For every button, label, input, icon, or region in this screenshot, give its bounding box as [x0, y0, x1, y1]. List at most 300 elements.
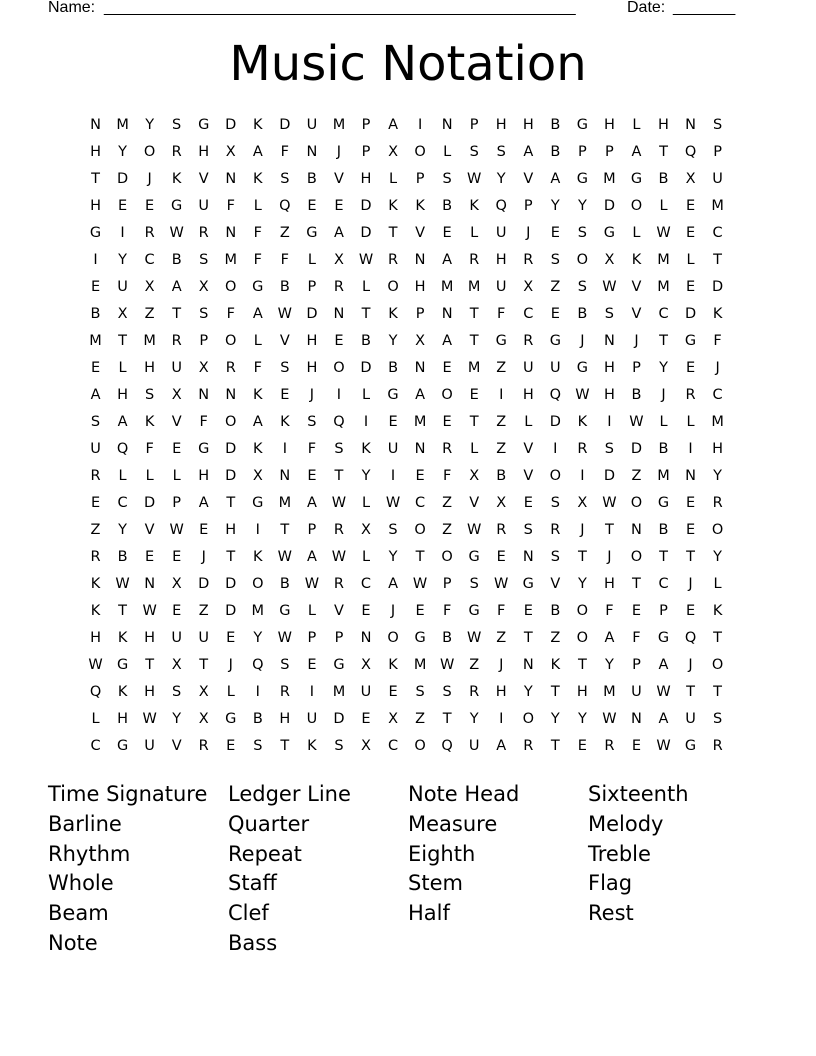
grid-letter[interactable]: D: [225, 117, 237, 133]
grid-letter[interactable]: U: [198, 630, 210, 646]
grid-letter[interactable]: N: [414, 252, 426, 268]
grid-letter[interactable]: I: [499, 387, 504, 403]
grid-letter[interactable]: B: [279, 576, 290, 592]
grid-letter[interactable]: X: [415, 333, 426, 349]
grid-letter[interactable]: S: [280, 171, 290, 187]
grid-letter[interactable]: M: [89, 333, 102, 349]
grid-letter[interactable]: O: [630, 549, 643, 565]
grid-letter[interactable]: W: [169, 225, 184, 241]
grid-letter[interactable]: N: [279, 468, 291, 484]
grid-letter[interactable]: E: [90, 495, 101, 511]
grid-letter[interactable]: A: [388, 117, 398, 133]
grid-letter[interactable]: C: [523, 306, 534, 322]
grid-letter[interactable]: G: [657, 495, 670, 511]
grid-letter[interactable]: H: [522, 117, 534, 133]
grid-letter[interactable]: M: [603, 171, 616, 187]
grid-letter[interactable]: A: [523, 144, 534, 160]
grid-letter[interactable]: V: [523, 468, 534, 484]
grid-letter[interactable]: N: [225, 225, 237, 241]
grid-letter[interactable]: J: [147, 171, 152, 187]
grid-letter[interactable]: D: [360, 225, 372, 241]
grid-letter[interactable]: T: [388, 225, 398, 241]
grid-letter[interactable]: A: [252, 144, 263, 160]
grid-letter[interactable]: W: [629, 414, 644, 430]
grid-letter[interactable]: C: [712, 387, 723, 403]
grid-letter[interactable]: W: [277, 630, 293, 646]
grid-letter[interactable]: R: [144, 225, 155, 241]
grid-letter[interactable]: P: [659, 603, 668, 619]
grid-letter[interactable]: H: [279, 711, 291, 727]
grid-letter[interactable]: I: [499, 711, 504, 727]
grid-letter[interactable]: O: [252, 576, 264, 592]
grid-letter[interactable]: L: [361, 495, 371, 511]
grid-letter[interactable]: E: [523, 603, 533, 619]
grid-letter[interactable]: J: [336, 144, 342, 160]
grid-letter[interactable]: Z: [496, 360, 507, 376]
grid-letter[interactable]: A: [442, 333, 453, 349]
grid-letter[interactable]: D: [225, 441, 237, 457]
grid-letter[interactable]: Z: [631, 468, 642, 484]
grid-letter[interactable]: O: [630, 198, 643, 214]
grid-letter[interactable]: T: [550, 684, 560, 700]
grid-letter[interactable]: L: [388, 171, 398, 187]
grid-letter[interactable]: S: [199, 252, 209, 268]
grid-letter[interactable]: W: [602, 279, 617, 295]
grid-letter[interactable]: E: [334, 333, 344, 349]
grid-letter[interactable]: U: [360, 684, 372, 700]
grid-letter[interactable]: A: [658, 711, 669, 727]
grid-letter[interactable]: I: [255, 522, 260, 538]
grid-letter[interactable]: G: [522, 576, 534, 592]
grid-letter[interactable]: L: [443, 144, 452, 160]
grid-letter[interactable]: O: [414, 738, 426, 754]
grid-letter[interactable]: S: [604, 306, 615, 322]
grid-letter[interactable]: A: [306, 549, 317, 565]
grid-letter[interactable]: H: [495, 252, 507, 268]
grid-letter[interactable]: S: [280, 360, 290, 376]
grid-letter[interactable]: W: [277, 549, 293, 565]
grid-letter[interactable]: A: [171, 279, 182, 295]
grid-letter[interactable]: Y: [659, 360, 668, 376]
grid-letter[interactable]: L: [470, 441, 479, 457]
grid-letter[interactable]: Q: [549, 387, 562, 403]
grid-letter[interactable]: F: [253, 252, 262, 268]
grid-letter[interactable]: Y: [577, 198, 587, 214]
grid-letter[interactable]: P: [172, 495, 182, 511]
grid-letter[interactable]: O: [576, 603, 589, 619]
grid-letter[interactable]: S: [415, 684, 425, 700]
grid-letter[interactable]: T: [713, 684, 723, 700]
grid-letter[interactable]: U: [631, 684, 642, 700]
grid-letter[interactable]: H: [603, 387, 615, 403]
grid-letter[interactable]: Q: [89, 684, 102, 700]
grid-letter[interactable]: F: [632, 630, 641, 646]
grid-letter[interactable]: N: [522, 549, 534, 565]
grid-letter[interactable]: Y: [172, 711, 182, 727]
grid-letter[interactable]: D: [225, 576, 237, 592]
grid-letter[interactable]: W: [467, 171, 482, 187]
grid-letter[interactable]: K: [388, 306, 398, 322]
grid-letter[interactable]: S: [712, 117, 723, 133]
grid-letter[interactable]: D: [603, 198, 615, 214]
grid-letter[interactable]: B: [442, 198, 453, 214]
grid-letter[interactable]: E: [226, 630, 236, 646]
grid-letter[interactable]: Q: [116, 441, 129, 457]
grid-letter[interactable]: K: [253, 171, 263, 187]
grid-letter[interactable]: Y: [713, 549, 723, 565]
grid-letter[interactable]: I: [553, 441, 558, 457]
grid-letter[interactable]: N: [225, 387, 237, 403]
grid-letter[interactable]: T: [659, 144, 668, 160]
grid-letter[interactable]: G: [89, 225, 102, 241]
grid-letter[interactable]: W: [385, 495, 401, 511]
grid-letter[interactable]: Y: [604, 657, 614, 673]
grid-letter[interactable]: R: [469, 252, 480, 268]
grid-letter[interactable]: J: [688, 576, 693, 592]
grid-letter[interactable]: B: [279, 279, 290, 295]
grid-letter[interactable]: E: [172, 549, 182, 565]
grid-letter[interactable]: M: [711, 414, 724, 430]
grid-letter[interactable]: L: [632, 225, 641, 241]
grid-letter[interactable]: N: [685, 468, 696, 484]
grid-letter[interactable]: M: [657, 252, 670, 268]
grid-letter[interactable]: E: [523, 495, 533, 511]
grid-letter[interactable]: T: [713, 630, 723, 646]
grid-letter[interactable]: H: [90, 198, 101, 214]
grid-letter[interactable]: S: [550, 252, 560, 268]
grid-letter[interactable]: E: [307, 198, 317, 214]
grid-letter[interactable]: N: [441, 117, 453, 133]
grid-letter[interactable]: L: [686, 414, 695, 430]
grid-letter[interactable]: B: [252, 711, 263, 727]
grid-letter[interactable]: X: [117, 306, 128, 322]
grid-letter[interactable]: R: [198, 738, 209, 754]
grid-letter[interactable]: A: [252, 306, 263, 322]
grid-letter[interactable]: X: [496, 495, 507, 511]
grid-letter[interactable]: O: [225, 279, 237, 295]
grid-letter[interactable]: J: [634, 333, 639, 349]
grid-letter[interactable]: V: [550, 576, 561, 592]
grid-letter[interactable]: U: [495, 279, 507, 295]
grid-letter[interactable]: L: [226, 684, 235, 700]
grid-letter[interactable]: B: [496, 468, 507, 484]
grid-letter[interactable]: P: [605, 144, 614, 160]
grid-letter[interactable]: T: [118, 333, 127, 349]
grid-letter[interactable]: T: [280, 522, 290, 538]
grid-letter[interactable]: Z: [550, 630, 561, 646]
grid-letter[interactable]: H: [712, 441, 724, 457]
grid-letter[interactable]: W: [602, 711, 617, 727]
grid-letter[interactable]: P: [415, 171, 425, 187]
grid-letter[interactable]: W: [656, 738, 671, 754]
grid-letter[interactable]: F: [442, 468, 452, 484]
grid-letter[interactable]: M: [440, 279, 454, 295]
grid-letter[interactable]: W: [467, 522, 482, 538]
grid-letter[interactable]: O: [387, 279, 399, 295]
grid-letter[interactable]: R: [171, 333, 182, 349]
grid-letter[interactable]: M: [657, 279, 670, 295]
grid-letter[interactable]: L: [172, 468, 181, 484]
grid-letter[interactable]: H: [225, 522, 237, 538]
grid-letter[interactable]: W: [656, 684, 671, 700]
grid-letter[interactable]: I: [417, 117, 423, 133]
grid-letter[interactable]: T: [361, 306, 371, 322]
grid-letter[interactable]: H: [522, 387, 534, 403]
grid-letter[interactable]: U: [90, 441, 101, 457]
grid-letter[interactable]: L: [91, 711, 100, 727]
grid-letter[interactable]: L: [470, 225, 479, 241]
grid-letter[interactable]: U: [387, 441, 399, 457]
grid-letter[interactable]: P: [469, 117, 479, 133]
grid-letter[interactable]: Y: [388, 549, 398, 565]
grid-letter[interactable]: E: [496, 549, 506, 565]
grid-letter[interactable]: O: [333, 360, 345, 376]
grid-letter[interactable]: F: [280, 144, 290, 160]
grid-letter[interactable]: Z: [415, 711, 426, 727]
grid-letter[interactable]: S: [577, 279, 587, 295]
grid-letter[interactable]: F: [226, 198, 235, 214]
grid-letter[interactable]: L: [253, 198, 262, 214]
grid-letter[interactable]: I: [309, 684, 315, 700]
grid-letter[interactable]: D: [225, 468, 237, 484]
grid-letter[interactable]: S: [604, 441, 615, 457]
grid-letter[interactable]: E: [90, 279, 101, 295]
grid-letter[interactable]: K: [361, 441, 371, 457]
grid-letter[interactable]: T: [686, 549, 695, 565]
grid-letter[interactable]: Y: [118, 252, 127, 268]
grid-letter[interactable]: M: [278, 495, 292, 511]
grid-letter[interactable]: N: [522, 657, 534, 673]
grid-letter[interactable]: J: [580, 333, 585, 349]
grid-letter[interactable]: M: [251, 603, 265, 619]
grid-letter[interactable]: A: [658, 657, 669, 673]
grid-letter[interactable]: B: [550, 117, 561, 133]
grid-letter[interactable]: B: [550, 144, 561, 160]
grid-letter[interactable]: S: [550, 549, 560, 565]
grid-letter[interactable]: L: [307, 252, 316, 268]
grid-letter[interactable]: X: [577, 495, 588, 511]
grid-letter[interactable]: E: [442, 225, 452, 241]
grid-letter[interactable]: F: [226, 306, 235, 322]
grid-letter[interactable]: S: [172, 684, 182, 700]
grid-letter[interactable]: L: [659, 414, 668, 430]
grid-letter[interactable]: Y: [577, 711, 587, 727]
grid-letter[interactable]: K: [90, 576, 101, 592]
grid-letter[interactable]: W: [575, 387, 590, 403]
grid-letter[interactable]: G: [468, 603, 480, 619]
grid-letter[interactable]: R: [333, 279, 344, 295]
grid-letter[interactable]: S: [307, 414, 317, 430]
grid-letter[interactable]: J: [661, 387, 666, 403]
grid-letter[interactable]: W: [656, 225, 671, 241]
grid-letter[interactable]: A: [198, 495, 209, 511]
grid-letter[interactable]: W: [467, 630, 482, 646]
grid-letter[interactable]: H: [414, 279, 426, 295]
grid-letter[interactable]: Q: [441, 738, 453, 754]
grid-letter[interactable]: E: [307, 468, 317, 484]
grid-letter[interactable]: G: [198, 441, 210, 457]
grid-letter[interactable]: W: [494, 576, 509, 592]
grid-letter[interactable]: Y: [550, 198, 560, 214]
grid-letter[interactable]: G: [495, 333, 507, 349]
grid-letter[interactable]: X: [361, 657, 371, 673]
grid-letter[interactable]: K: [253, 387, 263, 403]
grid-letter[interactable]: E: [415, 468, 425, 484]
grid-letter[interactable]: T: [469, 306, 479, 322]
grid-letter[interactable]: M: [467, 279, 481, 295]
grid-letter[interactable]: E: [442, 414, 452, 430]
grid-letter[interactable]: L: [713, 576, 722, 592]
grid-letter[interactable]: R: [171, 144, 182, 160]
grid-letter[interactable]: T: [469, 333, 479, 349]
grid-letter[interactable]: E: [685, 522, 696, 538]
grid-letter[interactable]: A: [550, 171, 561, 187]
grid-letter[interactable]: I: [93, 252, 98, 268]
grid-letter[interactable]: O: [225, 414, 237, 430]
grid-letter[interactable]: U: [495, 225, 507, 241]
grid-letter[interactable]: V: [523, 171, 534, 187]
grid-letter[interactable]: L: [361, 387, 371, 403]
grid-letter[interactable]: D: [333, 711, 345, 727]
grid-letter[interactable]: J: [688, 657, 693, 673]
grid-letter[interactable]: K: [171, 171, 182, 187]
grid-letter[interactable]: E: [226, 738, 236, 754]
grid-letter[interactable]: G: [657, 630, 670, 646]
grid-letter[interactable]: D: [198, 576, 210, 592]
grid-letter[interactable]: P: [307, 522, 317, 538]
grid-letter[interactable]: V: [631, 279, 642, 295]
grid-letter[interactable]: S: [334, 441, 344, 457]
grid-letter[interactable]: T: [199, 657, 209, 673]
grid-letter[interactable]: B: [388, 360, 399, 376]
grid-letter[interactable]: V: [333, 171, 344, 187]
grid-letter[interactable]: H: [360, 171, 372, 187]
grid-letter[interactable]: V: [279, 333, 290, 349]
grid-letter[interactable]: A: [388, 576, 398, 592]
grid-letter[interactable]: V: [415, 225, 426, 241]
grid-letter[interactable]: Z: [550, 279, 561, 295]
grid-letter[interactable]: K: [117, 684, 128, 700]
grid-letter[interactable]: U: [550, 360, 561, 376]
grid-letter[interactable]: O: [711, 522, 724, 538]
grid-letter[interactable]: G: [414, 630, 426, 646]
grid-letter[interactable]: T: [91, 171, 100, 187]
grid-letter[interactable]: P: [307, 630, 317, 646]
grid-letter[interactable]: Z: [442, 495, 453, 511]
grid-letter[interactable]: R: [712, 495, 723, 511]
grid-letter[interactable]: L: [659, 198, 668, 214]
grid-letter[interactable]: K: [90, 603, 101, 619]
grid-letter[interactable]: Y: [496, 171, 506, 187]
grid-letter[interactable]: C: [387, 738, 399, 754]
grid-letter[interactable]: D: [144, 495, 156, 511]
grid-letter[interactable]: S: [469, 144, 479, 160]
grid-letter[interactable]: E: [685, 198, 696, 214]
grid-letter[interactable]: A: [306, 495, 317, 511]
grid-letter[interactable]: Q: [495, 198, 507, 214]
grid-letter[interactable]: H: [306, 360, 318, 376]
grid-letter[interactable]: P: [632, 657, 641, 673]
grid-letter[interactable]: Z: [442, 522, 453, 538]
grid-letter[interactable]: G: [603, 225, 616, 241]
grid-letter[interactable]: K: [253, 117, 263, 133]
grid-letter[interactable]: U: [198, 198, 210, 214]
grid-letter[interactable]: N: [603, 333, 615, 349]
grid-letter[interactable]: B: [658, 522, 669, 538]
grid-letter[interactable]: W: [602, 495, 617, 511]
grid-letter[interactable]: F: [199, 414, 208, 430]
grid-letter[interactable]: T: [659, 333, 668, 349]
grid-letter[interactable]: E: [172, 603, 182, 619]
grid-letter[interactable]: F: [253, 225, 262, 241]
grid-letter[interactable]: Q: [684, 144, 697, 160]
grid-letter[interactable]: E: [361, 603, 371, 619]
grid-letter[interactable]: U: [306, 117, 318, 133]
grid-letter[interactable]: F: [605, 603, 614, 619]
grid-letter[interactable]: B: [577, 306, 588, 322]
grid-letter[interactable]: M: [116, 117, 129, 133]
grid-letter[interactable]: J: [309, 387, 315, 403]
grid-letter[interactable]: P: [713, 144, 722, 160]
grid-letter[interactable]: Y: [388, 333, 398, 349]
grid-letter[interactable]: D: [116, 171, 129, 187]
grid-letter[interactable]: B: [90, 306, 101, 322]
grid-letter[interactable]: V: [523, 441, 534, 457]
grid-letter[interactable]: G: [198, 117, 210, 133]
grid-letter[interactable]: O: [576, 630, 589, 646]
grid-letter[interactable]: R: [577, 441, 588, 457]
grid-letter[interactable]: S: [388, 522, 398, 538]
grid-letter[interactable]: S: [577, 225, 587, 241]
grid-letter[interactable]: K: [144, 414, 155, 430]
grid-letter[interactable]: W: [277, 306, 293, 322]
grid-letter[interactable]: N: [198, 387, 210, 403]
grid-letter[interactable]: D: [549, 414, 561, 430]
grid-letter[interactable]: R: [198, 225, 209, 241]
grid-letter[interactable]: E: [685, 495, 696, 511]
grid-letter[interactable]: B: [171, 252, 182, 268]
grid-letter[interactable]: G: [333, 657, 345, 673]
grid-letter[interactable]: T: [226, 495, 236, 511]
grid-letter[interactable]: V: [171, 738, 182, 754]
grid-letter[interactable]: I: [255, 684, 260, 700]
grid-letter[interactable]: N: [225, 171, 237, 187]
grid-letter[interactable]: T: [334, 468, 344, 484]
grid-letter[interactable]: O: [414, 522, 426, 538]
grid-letter[interactable]: A: [117, 414, 128, 430]
grid-letter[interactable]: H: [495, 684, 507, 700]
grid-letter[interactable]: O: [387, 630, 399, 646]
grid-letter[interactable]: X: [333, 252, 344, 268]
grid-letter[interactable]: T: [172, 306, 182, 322]
grid-letter[interactable]: T: [145, 657, 155, 673]
grid-letter[interactable]: F: [253, 360, 262, 376]
grid-letter[interactable]: V: [171, 414, 182, 430]
grid-letter[interactable]: H: [90, 144, 101, 160]
grid-letter[interactable]: H: [144, 684, 156, 700]
grid-letter[interactable]: H: [603, 576, 615, 592]
grid-letter[interactable]: F: [497, 603, 506, 619]
grid-letter[interactable]: W: [331, 549, 347, 565]
grid-letter[interactable]: X: [198, 279, 209, 295]
grid-letter[interactable]: G: [576, 171, 588, 187]
grid-letter[interactable]: H: [603, 360, 615, 376]
grid-letter[interactable]: U: [117, 279, 128, 295]
grid-letter[interactable]: Z: [144, 306, 155, 322]
grid-letter[interactable]: G: [684, 738, 697, 754]
grid-letter[interactable]: G: [306, 225, 318, 241]
grid-letter[interactable]: J: [201, 549, 206, 565]
